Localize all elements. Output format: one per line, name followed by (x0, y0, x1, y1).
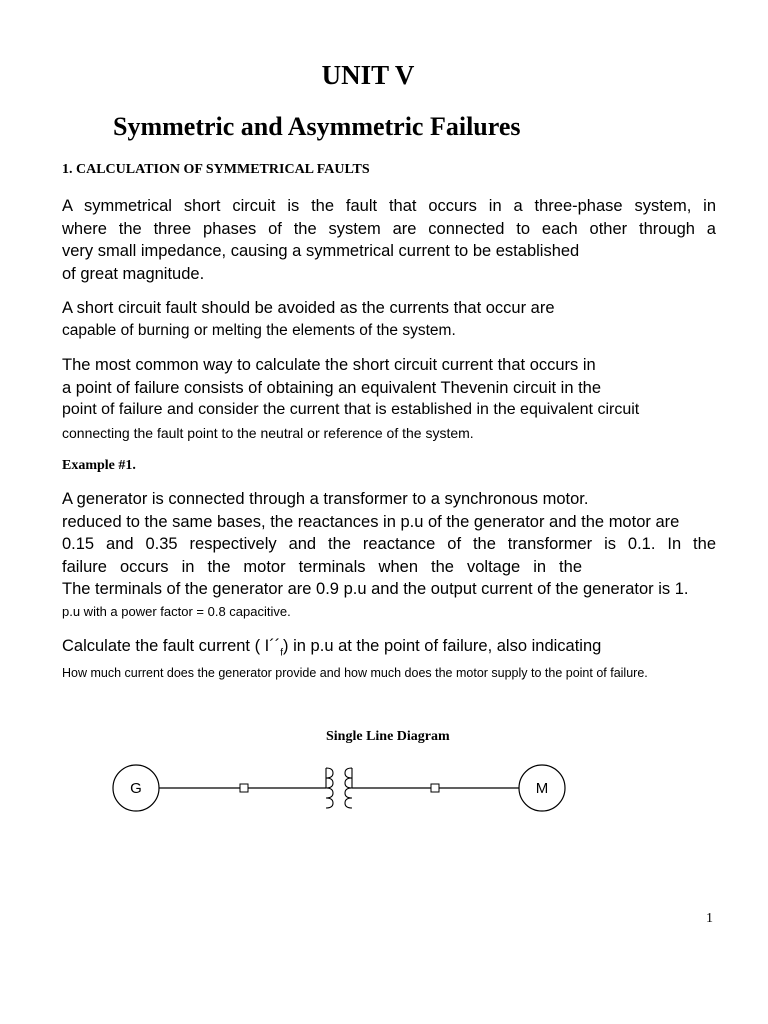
generator-label: G (130, 780, 142, 797)
text-line: A generator is connected through a transformer to a synchronous motor. (62, 490, 589, 508)
text-line: a point of failure consists of obtaining an equivalent Thevenin circuit in the (62, 378, 602, 397)
text-line: of great magnitude. (62, 264, 205, 283)
text-line: p.u with a power factor = 0.8 capacitive. (62, 603, 291, 619)
text-line: failure occurs in the motor terminals when the voltage in the (62, 557, 582, 576)
breaker-1-icon (240, 784, 248, 792)
transformer-icon (326, 768, 352, 808)
single-line-diagram (0, 760, 768, 820)
paragraph-thevenin-method (62, 354, 639, 444)
subscript-f: f (280, 647, 284, 659)
diagram-title: Single Line Diagram (326, 729, 450, 744)
paragraph-example-statement (62, 488, 716, 623)
text-line: The terminals of the generator are 0.9 p.u and the output current of the generator is 1. (62, 580, 689, 598)
paragraph-symmetrical-short-circuit (62, 195, 716, 285)
text-line: capable of burning or melting the elements of the system. (62, 321, 456, 339)
question-text-end: ) in p.u at the point of failure, also indicating (283, 637, 602, 655)
text-line: where the three phases of the system are connected to each other through a (62, 219, 716, 238)
text-line: reduced to the same bases, the reactances in p.u of the generator and the motor are (62, 512, 680, 531)
text-line: connecting the fault point to the neutral or reference of the system. (62, 424, 474, 441)
text-line: A symmetrical short circuit is the fault that occurs in a three-phase system, in (62, 197, 716, 215)
section-heading: 1. CALCULATION OF SYMMETRICAL FAULTS (62, 162, 370, 177)
motor-label: M (535, 780, 549, 797)
motor-symbol (519, 765, 565, 811)
page-title: Symmetric and Asymmetric Failures (113, 112, 521, 141)
breaker-2-icon (431, 784, 439, 792)
paragraph-avoid-fault (62, 297, 555, 342)
text-line: How much current does the generator provide and how much does the motor supply to the point of failure. (62, 665, 648, 680)
text-line: very small impedance, causing a symmetrical current to be established (62, 242, 580, 260)
page-number: 1 (706, 911, 713, 926)
question-text-start: Calculate the fault current ( I´´ (62, 637, 281, 655)
example-label: Example #1. (62, 458, 136, 473)
text-line (62, 635, 648, 665)
text-line: The most common way to calculate the short circuit current that occurs in (62, 356, 596, 374)
text-line: A short circuit fault should be avoided as the currents that occur are (62, 299, 555, 317)
unit-title: UNIT V (321, 60, 415, 90)
text-line: point of failure and consider the current that is established in the equivalent circuit (62, 401, 640, 418)
generator-symbol (113, 765, 159, 811)
text-line: 0.15 and 0.35 respectively and the reactance of the transformer is 0.1. In the (62, 535, 716, 553)
paragraph-question (62, 635, 648, 681)
